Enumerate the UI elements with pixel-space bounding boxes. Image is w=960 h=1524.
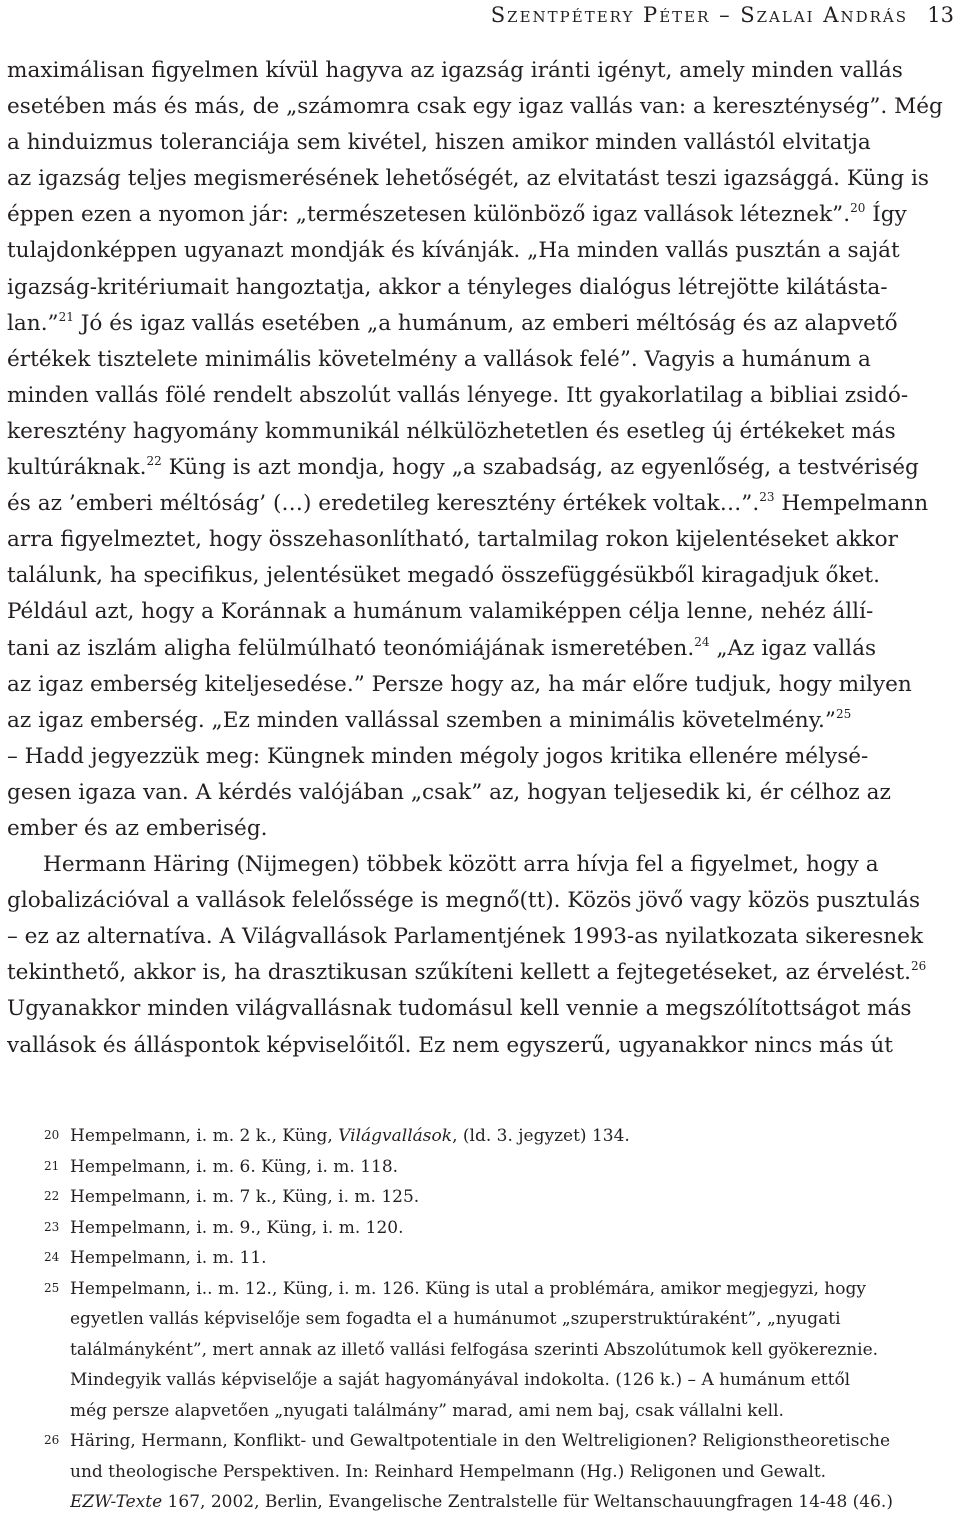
- body-line: Ugyanakkor minden világvallásnak tudomásul kell vennie a megszólítottságot más: [7, 996, 912, 1022]
- footnote-ref-20[interactable]: 20: [850, 201, 866, 216]
- footnote-number: 21: [44, 1158, 60, 1173]
- body-line: maximálisan figyelmen kívül hagyva az igazság iránti igényt, amely minden vallás: [7, 58, 903, 83]
- body-line: az igaz emberség kiteljesedése.” Persze hogy az, ha már előre tudjuk, hogy milyen: [7, 671, 912, 697]
- footnote-ref-21[interactable]: 21: [58, 309, 74, 324]
- body-line: Például azt, hogy a Koránnak a humánum valamiképpen célja lenne, nehéz állí-: [7, 599, 874, 625]
- body-line: arra figyelmeztet, hogy összehasonlítható, tartalmilag rokon kijelentéseket akkor: [7, 527, 898, 553]
- footnote-ref-23[interactable]: 23: [759, 490, 775, 505]
- body-line: a hinduizmus toleranciája sem kivétel, hiszen amikor minden vallástól elvitatja: [7, 130, 871, 156]
- footnote-26: [0, 1426, 960, 1518]
- body-line: az igazság teljes megismerésének lehetőségét, az elvitatást teszi igazsággá. Küng is: [7, 166, 930, 192]
- footnote-line: még persze alapvetően „nyugati találmány” marad, ami nem baj, csak vállalni kell.: [70, 1400, 784, 1421]
- body-line: tani az iszlám aligha felülmúlható teonómiájának ismeretében.$^{24}$ „Az igaz vallás: [7, 634, 877, 661]
- body-line: az igaz emberség. „Ez minden vallással szemben a minimális követelmény.”$^{25}$: [7, 706, 852, 733]
- footnote-number: 24: [44, 1250, 60, 1264]
- footnote-ref-25[interactable]: 25: [835, 706, 852, 721]
- footnote-20: [0, 1121, 960, 1152]
- body-line: lan.”$^{21}$ Jó és igaz vallás esetében „a humánum, az emberi méltóság és az alapvető: [7, 309, 898, 336]
- body-line: – ez az alternatíva. A Világvallások Parlamentjének 1993-as nyilatkozata sikeresnek: [7, 924, 924, 950]
- footnote-ref-22[interactable]: 22: [146, 454, 162, 469]
- page-number: 13: [927, 3, 954, 27]
- paragraph-start-line: Hermann Häring (Nijmegen) többek között arra hívja fel a figyelmet, hogy a: [43, 852, 879, 878]
- footnote-line: Hempelmann, i.. m. 12., Küng, i. m. 126. Küng is utal a problémára, amikor megjegyzi, hogy: [70, 1278, 866, 1299]
- body-line: globalizációval a vallások felelőssége is megnő(tt). Közös jövő vagy közös pusztulás: [7, 888, 921, 914]
- body-text: [7, 53, 953, 1064]
- footnote-line: und theologische Perspektiven. In: Reinhard Hempelmann (Hg.) Religonen und Gewalt.: [70, 1461, 827, 1482]
- footnote-ref-26[interactable]: 26: [911, 959, 927, 974]
- body-line: igazság-kritériumait hangoztatja, akkor a tényleges dialógus létrejötte kilátásta-: [7, 274, 888, 300]
- body-line: értékek tisztelete minimális követelmény a vallások felé”. Vagyis a humánum a: [7, 346, 871, 372]
- footnote-number: 22: [44, 1189, 60, 1203]
- footnote-number: 25: [44, 1280, 60, 1295]
- body-line: kultúráknak.$^{22}$ Küng is azt mondja, hogy „a szabadság, az egyenlőség, a testvériség: [7, 454, 919, 481]
- footnote-ref-24[interactable]: 24: [694, 634, 710, 649]
- body-line: keresztény hagyomány kommunikál nélkülözhetetlen és esetleg új értékeket más: [7, 418, 896, 444]
- footnote-22: [0, 1182, 960, 1213]
- page-header: [0, 3, 960, 29]
- footnote-line: Hempelmann, i. m. 2 k., Küng, Világvallások, (ld. 3. jegyzet) 134.: [70, 1126, 630, 1146]
- footnote-number: 20: [44, 1128, 60, 1142]
- footnote-number: 26: [44, 1433, 60, 1447]
- footnote-23: [0, 1213, 960, 1244]
- footnote-21: [0, 1152, 960, 1183]
- footnote-line: Häring, Hermann, Konflikt- und Gewaltpotentiale in den Weltreligionen? Religionstheoretische: [70, 1431, 891, 1451]
- running-head: Szentpétery Péter – Szalai András: [490, 3, 908, 27]
- body-line: vallások és álláspontok képviselőitől. Ez nem egyszerű, ugyanakkor nincs más út: [7, 1032, 893, 1058]
- body-line: és az ’emberi méltóság’ (…) eredetileg keresztény értékek voltak…”.$^{23}$ Hempelmann: [7, 490, 929, 517]
- body-line: tulajdonképpen ugyanazt mondják és kívánják. „Ha minden vallás pusztán a saját: [7, 238, 900, 264]
- footnote-line: találmányként”, mert annak az illető vallási felfogása szerinti Abszolútumok kell gyökereznie.: [70, 1339, 879, 1360]
- footnote-line: Hempelmann, i. m. 7 k., Küng, i. m. 125.: [70, 1187, 420, 1207]
- body-line: esetében más és más, de „számomra csak egy igaz vallás van: a kereszténység”. Még: [7, 94, 943, 120]
- footnote-24: [0, 1243, 960, 1274]
- footnote-line: Hempelmann, i. m. 6. Küng, i. m. 118.: [70, 1156, 399, 1177]
- body-line: éppen ezen a nyomon jár: „természetesen különböző igaz vallások léteznek”.$^{20}$ Így: [7, 201, 907, 228]
- body-line: ember és az emberiség.: [7, 815, 268, 841]
- body-line: minden vallás fölé rendelt abszolút vallás lényege. Itt gyakorlatilag a bibliai zsidó-: [7, 382, 909, 408]
- footnote-line: EZW-Texte 167, 2002, Berlin, Evangelische Zentralstelle für Weltanschauungfragen 14-48 (46.): [70, 1492, 893, 1512]
- footnote-25: [0, 1274, 960, 1427]
- body-line: – Hadd jegyezzük meg: Küngnek minden mégoly jogos kritika ellenére mélysé-: [7, 743, 869, 769]
- footnote-line: Hempelmann, i. m. 11.: [70, 1248, 267, 1268]
- footnote-number: 23: [44, 1219, 60, 1234]
- body-line: tekinthető, akkor is, ha drasztikusan szűkíteni kellett a fejtegetéseket, az érvelést.$^{26}$: [7, 959, 927, 986]
- body-line: gesen igaza van. A kérdés valójában „csak” az, hogyan teljesedik ki, ér célhoz az: [7, 779, 891, 805]
- footnote-line: Hempelmann, i. m. 9., Küng, i. m. 120.: [70, 1217, 404, 1238]
- footnotes: [0, 1121, 960, 1518]
- footnote-line: Mindegyik vallás képviselője a saját hagyományával indokolta. (126 k.) – A humánum ettől: [70, 1370, 851, 1390]
- body-line: találunk, ha specifikus, jelentésüket megadó összefüggésükből kiragadjuk őket.: [7, 563, 880, 589]
- footnote-line: egyetlen vallás képviselője sem fogadta el a humánumot „szuperstruktúraként”, „nyugati: [70, 1309, 841, 1329]
